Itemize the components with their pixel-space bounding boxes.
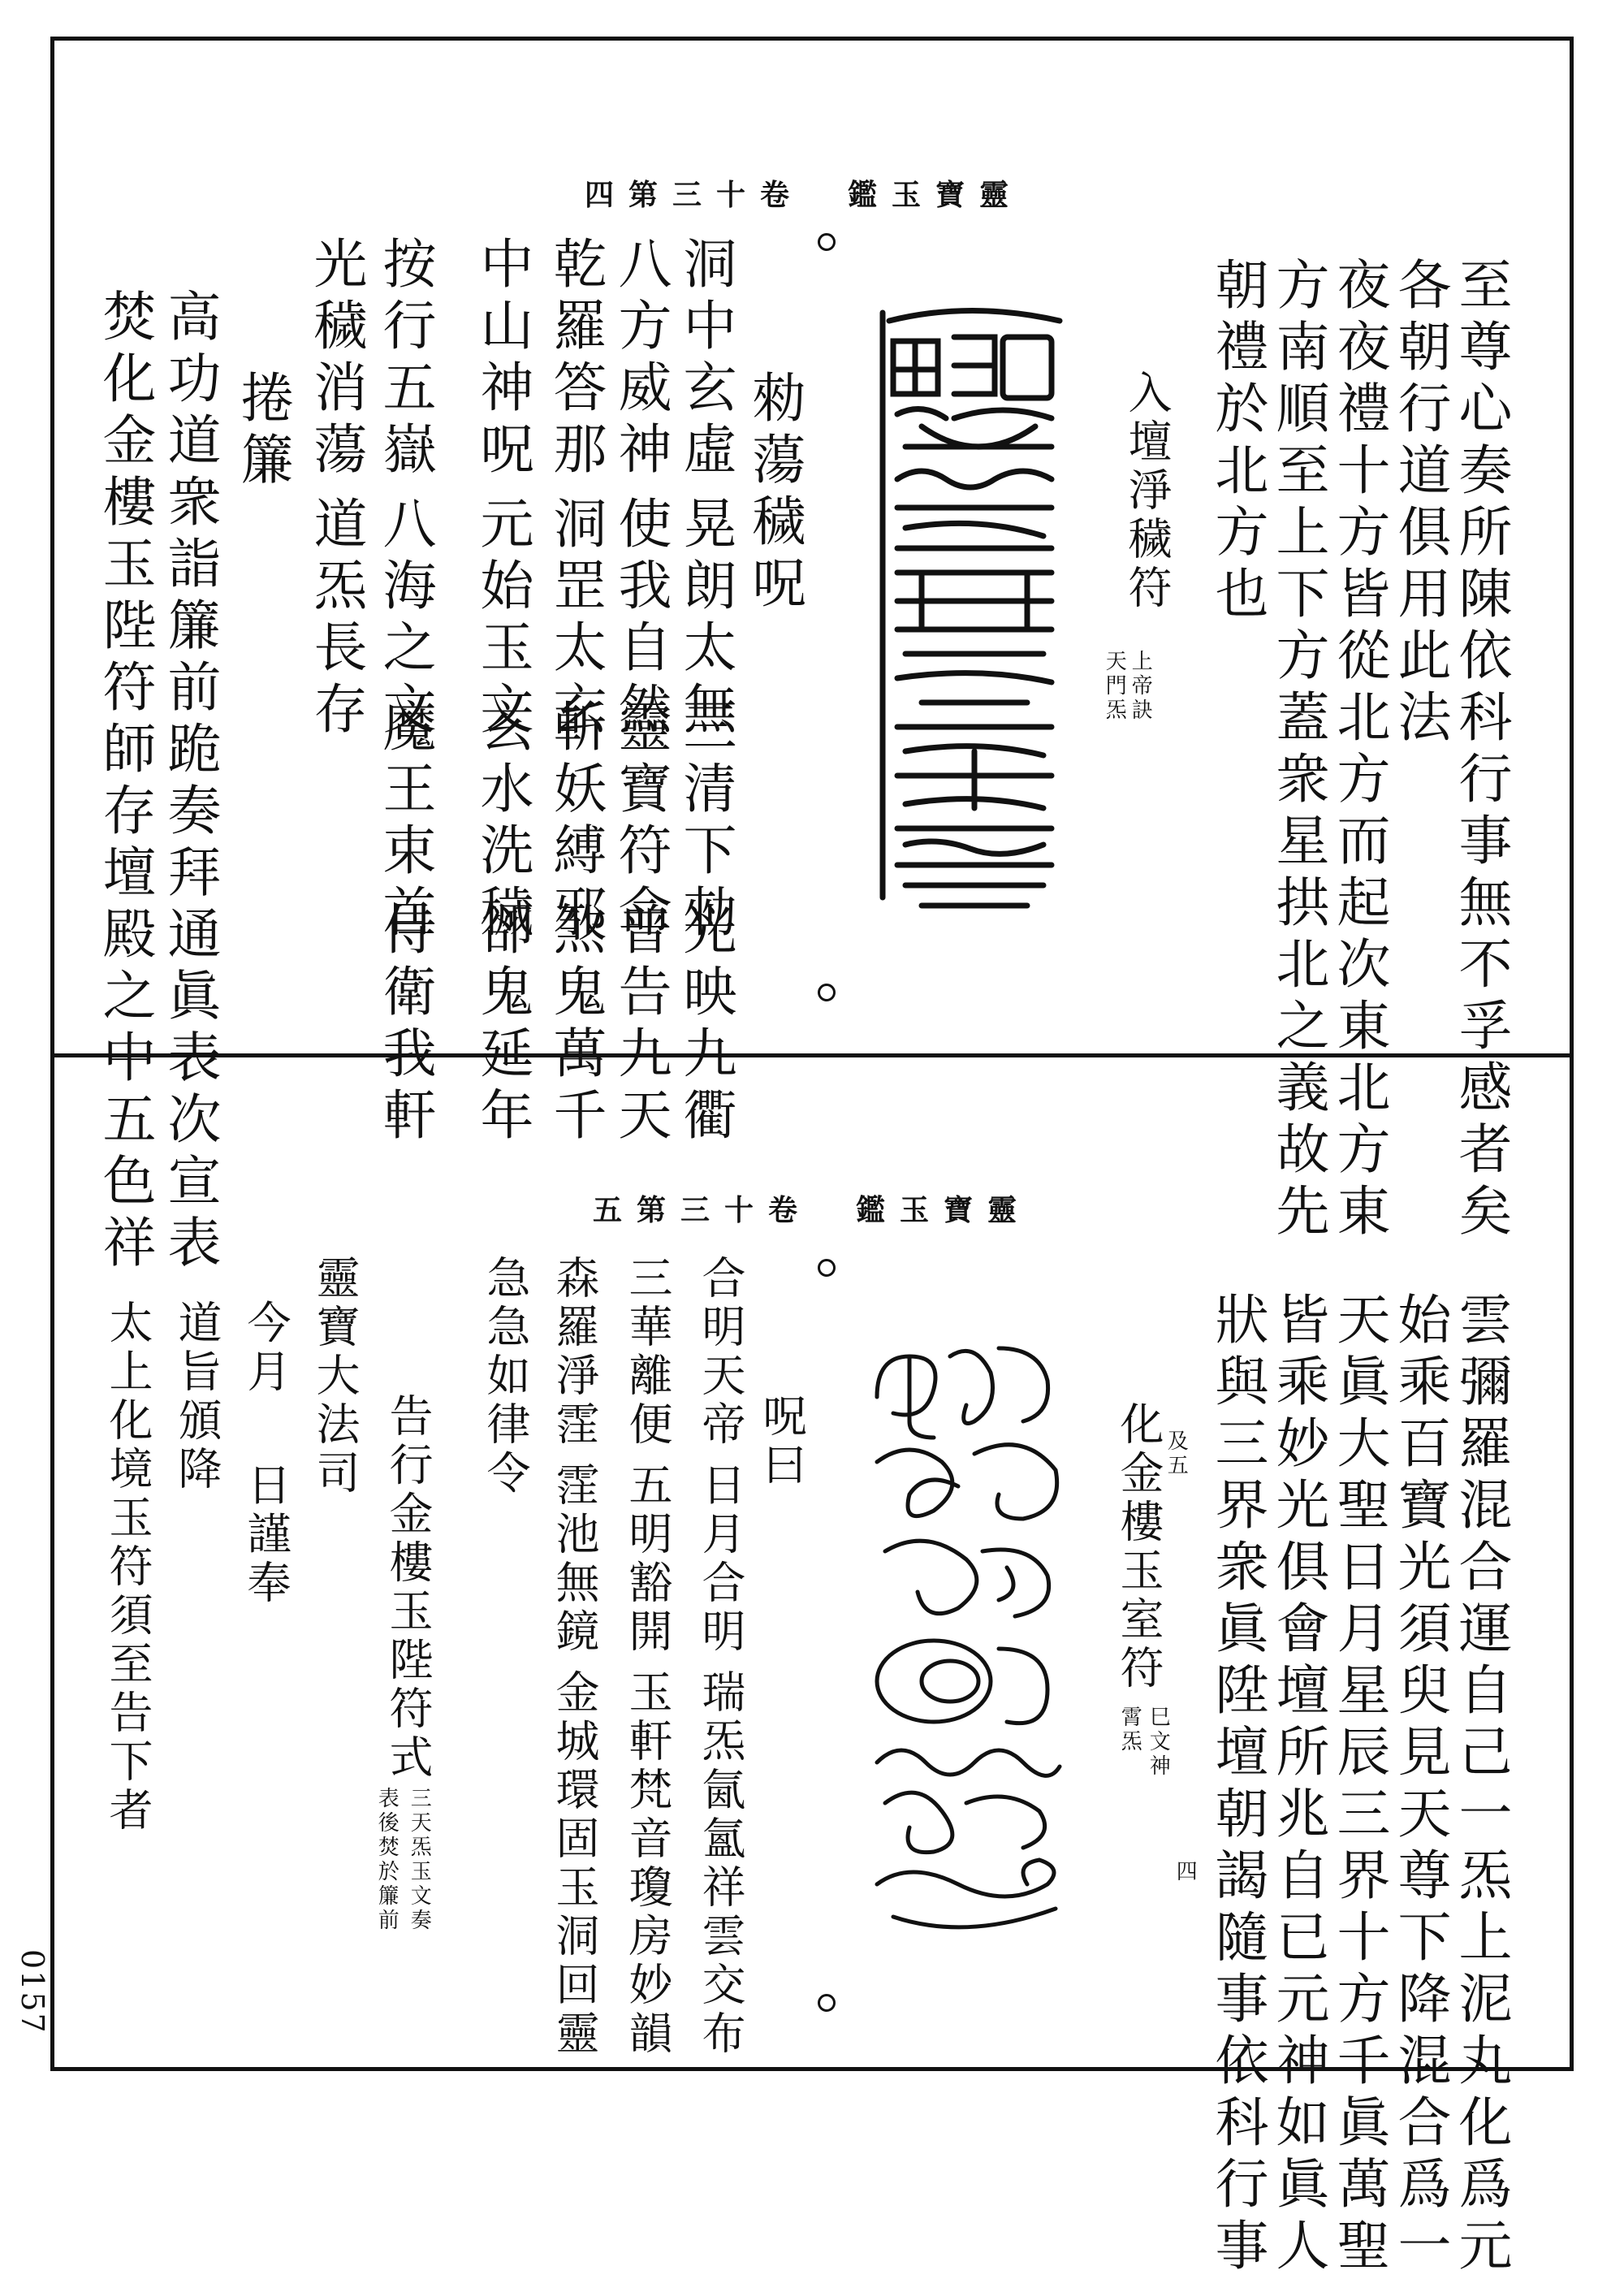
text-column: 日謹奉 [240,1462,292,1608]
verse-line: 道炁長存 [304,495,367,742]
text-column: 告行金樓玉陛符式 [382,1393,434,1783]
small-note: 天門炁 [1102,650,1127,723]
verse-line: 中山神呪 [471,236,533,482]
seal-script-talisman [873,305,1072,922]
verse-line: 按行五嶽 [374,236,436,482]
text-column: 太上化境玉符須至告下者 [102,1300,153,1836]
verse-line: 日月合明 [695,1462,746,1657]
text-column: 始乘百寶光須臾見天尊下降混合爲一 [1389,1291,1451,2279]
small-note: 三天炁玉文奏 [407,1787,432,1933]
verse-line: 三清下勑 [674,698,736,945]
verse-line: 玄水洗穢 [471,698,533,945]
margin-page-number: 0157 [15,1949,50,2035]
verse-line: 煞鬼萬千 [544,902,607,1148]
text-column: 皆乘妙光俱會壇所兆自已元神如眞人 [1267,1291,1329,2279]
verse-line: 普告九天 [609,902,672,1148]
text-column: 道旨頒降 [171,1300,222,1494]
small-note: 四 [1173,1860,1198,1884]
talisman-title: 化金樓玉室符 [1113,1401,1164,1693]
small-note: 霄炁 [1117,1706,1142,1754]
text-column: 各朝行道俱用此法 [1389,257,1451,750]
verse-line: 合明天帝 [695,1255,746,1450]
text-column: 今月 [240,1300,292,1397]
text-column: 方南順至上下方蓋衆星拱北之義故先 [1267,257,1329,1244]
bottom-page-header: 五第三十卷 鑑玉寶靈 [593,1193,1032,1227]
text-column: 狀與三界衆眞陞壇朝謁隨事依科行事 [1206,1291,1268,2279]
text-column: 至尊心奏所陳依科行事無不孚感者矣 [1449,257,1512,1244]
top-page-header: 四第三十卷 鑑玉寶靈 [585,178,1024,212]
cursive-talisman [861,1324,1076,1941]
binding-hole [818,984,836,1001]
verse-line: 玉軒梵音 [622,1669,673,1864]
verse-line: 霔池無鏡 [549,1462,600,1657]
incantation-title: 勑蕩穢呪 [743,370,806,616]
text-column: 雲彌羅混合運自己一炁上泥丸化爲元 [1449,1291,1512,2279]
verse-line: 元始玉文 [471,495,533,742]
verse-line: 金城環固 [549,1669,600,1864]
verse-line: 斬妖縛邪 [544,698,607,945]
verse-line: 乾羅答那 [544,236,607,482]
verse-line: 洞罡太玄 [544,495,607,742]
verse-line: 瓊房妙韻 [622,1864,673,2059]
verse-line: 五明豁開 [622,1462,673,1657]
small-note: 上帝訣 [1128,650,1153,723]
verse-line: 八方威神 [609,236,672,482]
verse-line: 魔王束首 [374,698,436,945]
text-column: 高功道衆詣簾前跪奏拜通眞表次宣表 [158,288,221,1276]
binding-hole [818,1994,836,2012]
section-heading: 捲簾 [231,370,294,493]
verse-line: 靈寶符命 [609,698,672,945]
verse-line: 晃朗太無 [674,495,736,742]
incantation-title: 呪曰 [756,1393,807,1490]
small-note: 巳文神 [1146,1706,1171,1779]
text-column: 急急如律令 [480,1255,531,1498]
verse-line: 洞中玄虛 [674,236,736,482]
verse-line: 卻鬼延年 [471,902,533,1148]
verse-line: 瑞炁氤氳 [695,1669,746,1864]
verse-line: 八海之文 [374,495,436,742]
verse-line: 侍衛我軒 [374,902,436,1148]
verse-line: 光穢消蕩 [304,236,367,482]
text-column: 焚化金樓玉陛符師存壇殿之中五色祥 [93,288,156,1276]
talisman-title: 入壇淨穢符 [1121,370,1173,613]
verse-line: 光映九衢 [674,902,736,1148]
verse-line: 祥雲交布 [695,1864,746,2059]
verse-line: 森羅淨霔 [549,1255,600,1450]
small-note: 及五 [1164,1429,1189,1478]
text-column: 朝禮於北方也 [1206,257,1268,627]
text-column: 天眞大聖日月星辰三界十方千眞萬聖 [1328,1291,1390,2279]
text-column: 夜夜禮十方皆從北方而起次東北方東 [1328,257,1390,1244]
verse-line: 三華離便 [622,1255,673,1450]
text-column: 靈寶大法司 [309,1255,361,1498]
binding-hole [818,1259,836,1277]
small-note: 表後焚於簾前 [374,1787,400,1933]
binding-hole [818,233,836,251]
verse-line: 玉洞回靈 [549,1864,600,2059]
verse-line: 使我自然 [609,495,672,742]
